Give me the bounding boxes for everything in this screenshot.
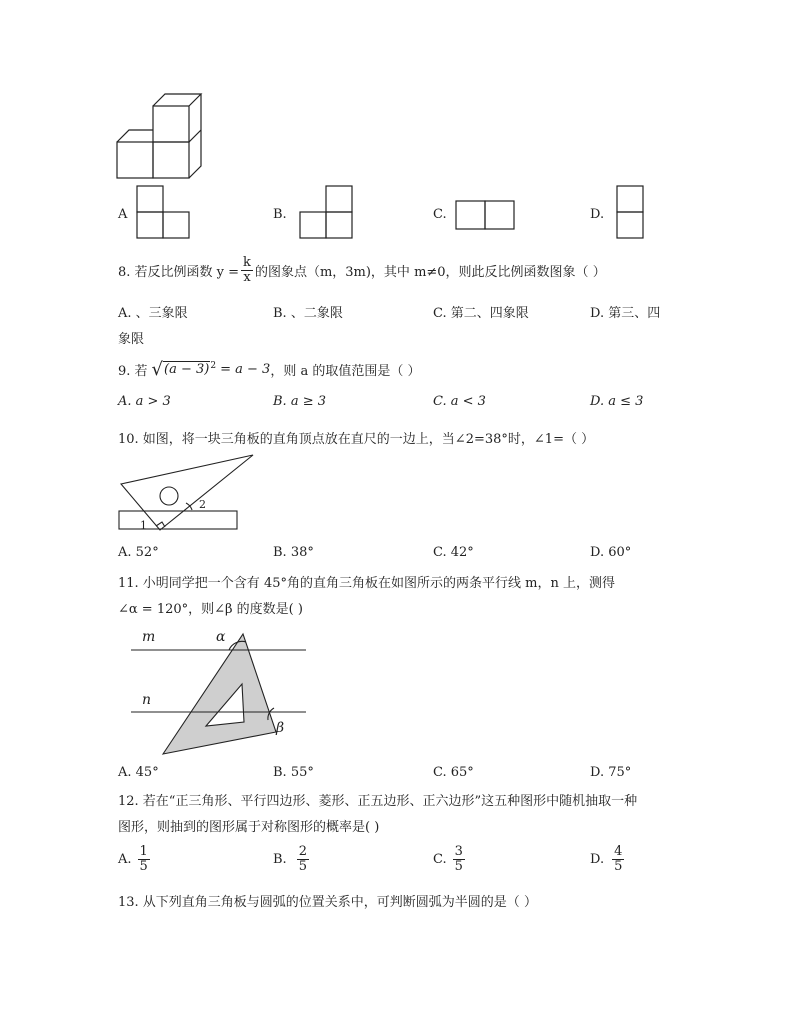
q11-parallel-lines-figure — [128, 622, 313, 762]
q12-option-b-fraction — [297, 845, 309, 874]
q13-stem: 13. 从下列直角三角板与圆弧的位置关系中，可判断圆弧为半圆的是（ ） — [118, 895, 537, 910]
q8-frac-den: x — [243, 270, 251, 285]
q11-option-c: C. 65° — [433, 765, 474, 780]
q11-option-a: A. 45° — [118, 765, 159, 780]
q8-option-a: A. 、三象限 — [118, 306, 188, 321]
q9-exponent: 2 — [210, 360, 217, 371]
q11-option-b: B. 55° — [273, 765, 314, 780]
q10-stem: 10. 如图，将一块三角板的直角顶点放在直尺的一边上，当∠2=38°时，∠1=（ ） — [118, 432, 595, 447]
ruler-shape — [119, 511, 237, 529]
q8-option-c: C. 第二、四象限 — [433, 306, 529, 321]
q9-option-c: C. a < 3 — [433, 394, 486, 409]
q9-option-a: A. a > 3 — [118, 394, 171, 409]
q9-rhs: = a − 3 — [220, 362, 271, 377]
q12-option-b-label: B. — [273, 852, 287, 867]
set-square-shape — [163, 634, 276, 754]
q8-option-b: B. 、二象限 — [273, 306, 343, 321]
q12-option-d-den: 5 — [614, 859, 623, 874]
q9-radicand: (a − 3) — [164, 361, 210, 377]
q12-stem-line1: 12. 若在“正三角形、平行四边形、菱形、正五边形、正六边形”这五种图形中随机抽取一种 — [118, 794, 638, 809]
q8-option-d-wrap: 象限 — [118, 332, 145, 347]
sqrt-icon: √ — [151, 358, 164, 380]
angle-beta-label: β — [276, 720, 285, 736]
q7-option-a-label: A — [118, 207, 128, 222]
q10-angle-1-label: 1 — [140, 519, 147, 532]
triangle-hole-shape — [160, 487, 178, 505]
q12-option-b-den: 5 — [298, 859, 307, 874]
q10-ruler-triangle-figure — [112, 450, 252, 535]
q8-prefix: 8. 若反比例函数 y = — [118, 265, 240, 280]
q7-option-d-label: D. — [590, 207, 605, 222]
q7-option-c-view — [455, 200, 517, 230]
q12-option-a-den: 5 — [139, 859, 148, 874]
q7-option-c-label: C. — [433, 207, 447, 222]
q12-option-d-fraction — [612, 845, 624, 874]
q12-option-c-num: 3 — [454, 844, 463, 859]
q9-stem — [118, 360, 420, 379]
q9-option-b: B. a ≥ 3 — [273, 394, 326, 409]
q10-option-d: D. 60° — [590, 545, 632, 560]
q12-option-d-label: D. — [590, 852, 605, 867]
q12-stem-line2: 图形，则抽到的图形属于对称图形的概率是( ) — [118, 820, 380, 835]
q12-option-c — [433, 845, 467, 874]
line-m-label: m — [142, 629, 156, 645]
q7-option-b-label: B. — [273, 207, 287, 222]
q10-angle-2-label: 2 — [199, 498, 206, 511]
q7-option-d-view — [616, 185, 646, 240]
q12-option-b — [273, 845, 311, 874]
q9-radical — [151, 358, 217, 380]
q8-fraction — [241, 256, 253, 285]
q12-option-c-den: 5 — [454, 859, 463, 874]
q8-frac-num: k — [243, 255, 251, 270]
q12-option-a — [118, 845, 152, 874]
q8-option-d: D. 第三、四 — [590, 306, 661, 321]
q9-prefix: 9. 若 — [118, 364, 148, 379]
q11-stem-line2: ∠α = 120°，则∠β 的度数是( ) — [118, 602, 303, 617]
q11-option-d: D. 75° — [590, 765, 632, 780]
q12-option-b-num: 2 — [298, 844, 307, 859]
q7-option-b-view — [299, 185, 355, 240]
q12-option-a-fraction — [138, 845, 150, 874]
q12-option-d-num: 4 — [614, 844, 623, 859]
q12-option-d — [590, 845, 626, 874]
q12-option-a-num: 1 — [139, 844, 148, 859]
q9-option-d: D. a ≤ 3 — [590, 394, 644, 409]
angle-alpha-label: α — [216, 629, 226, 645]
q7-cube-figure — [110, 90, 220, 180]
q8-stem — [118, 256, 606, 285]
q10-option-c: C. 42° — [433, 545, 474, 560]
q7-option-a-view — [136, 185, 192, 240]
q10-option-a: A. 52° — [118, 545, 159, 560]
q12-option-c-label: C. — [433, 852, 447, 867]
q12-option-a-label: A. — [118, 852, 132, 867]
line-n-label: n — [142, 692, 152, 708]
q10-option-b: B. 38° — [273, 545, 314, 560]
q11-stem-line1: 11. 小明同学把一个含有 45°角的直角三角板在如图所示的两条平行线 m，n 上，测得 — [118, 576, 615, 591]
q12-option-c-fraction — [453, 845, 465, 874]
q9-suffix: ，则 a 的取值范围是（ ） — [270, 364, 421, 379]
q8-suffix: 的图象点（m，3m)，其中 m≠0，则此反比例函数图象（ ） — [254, 265, 606, 280]
